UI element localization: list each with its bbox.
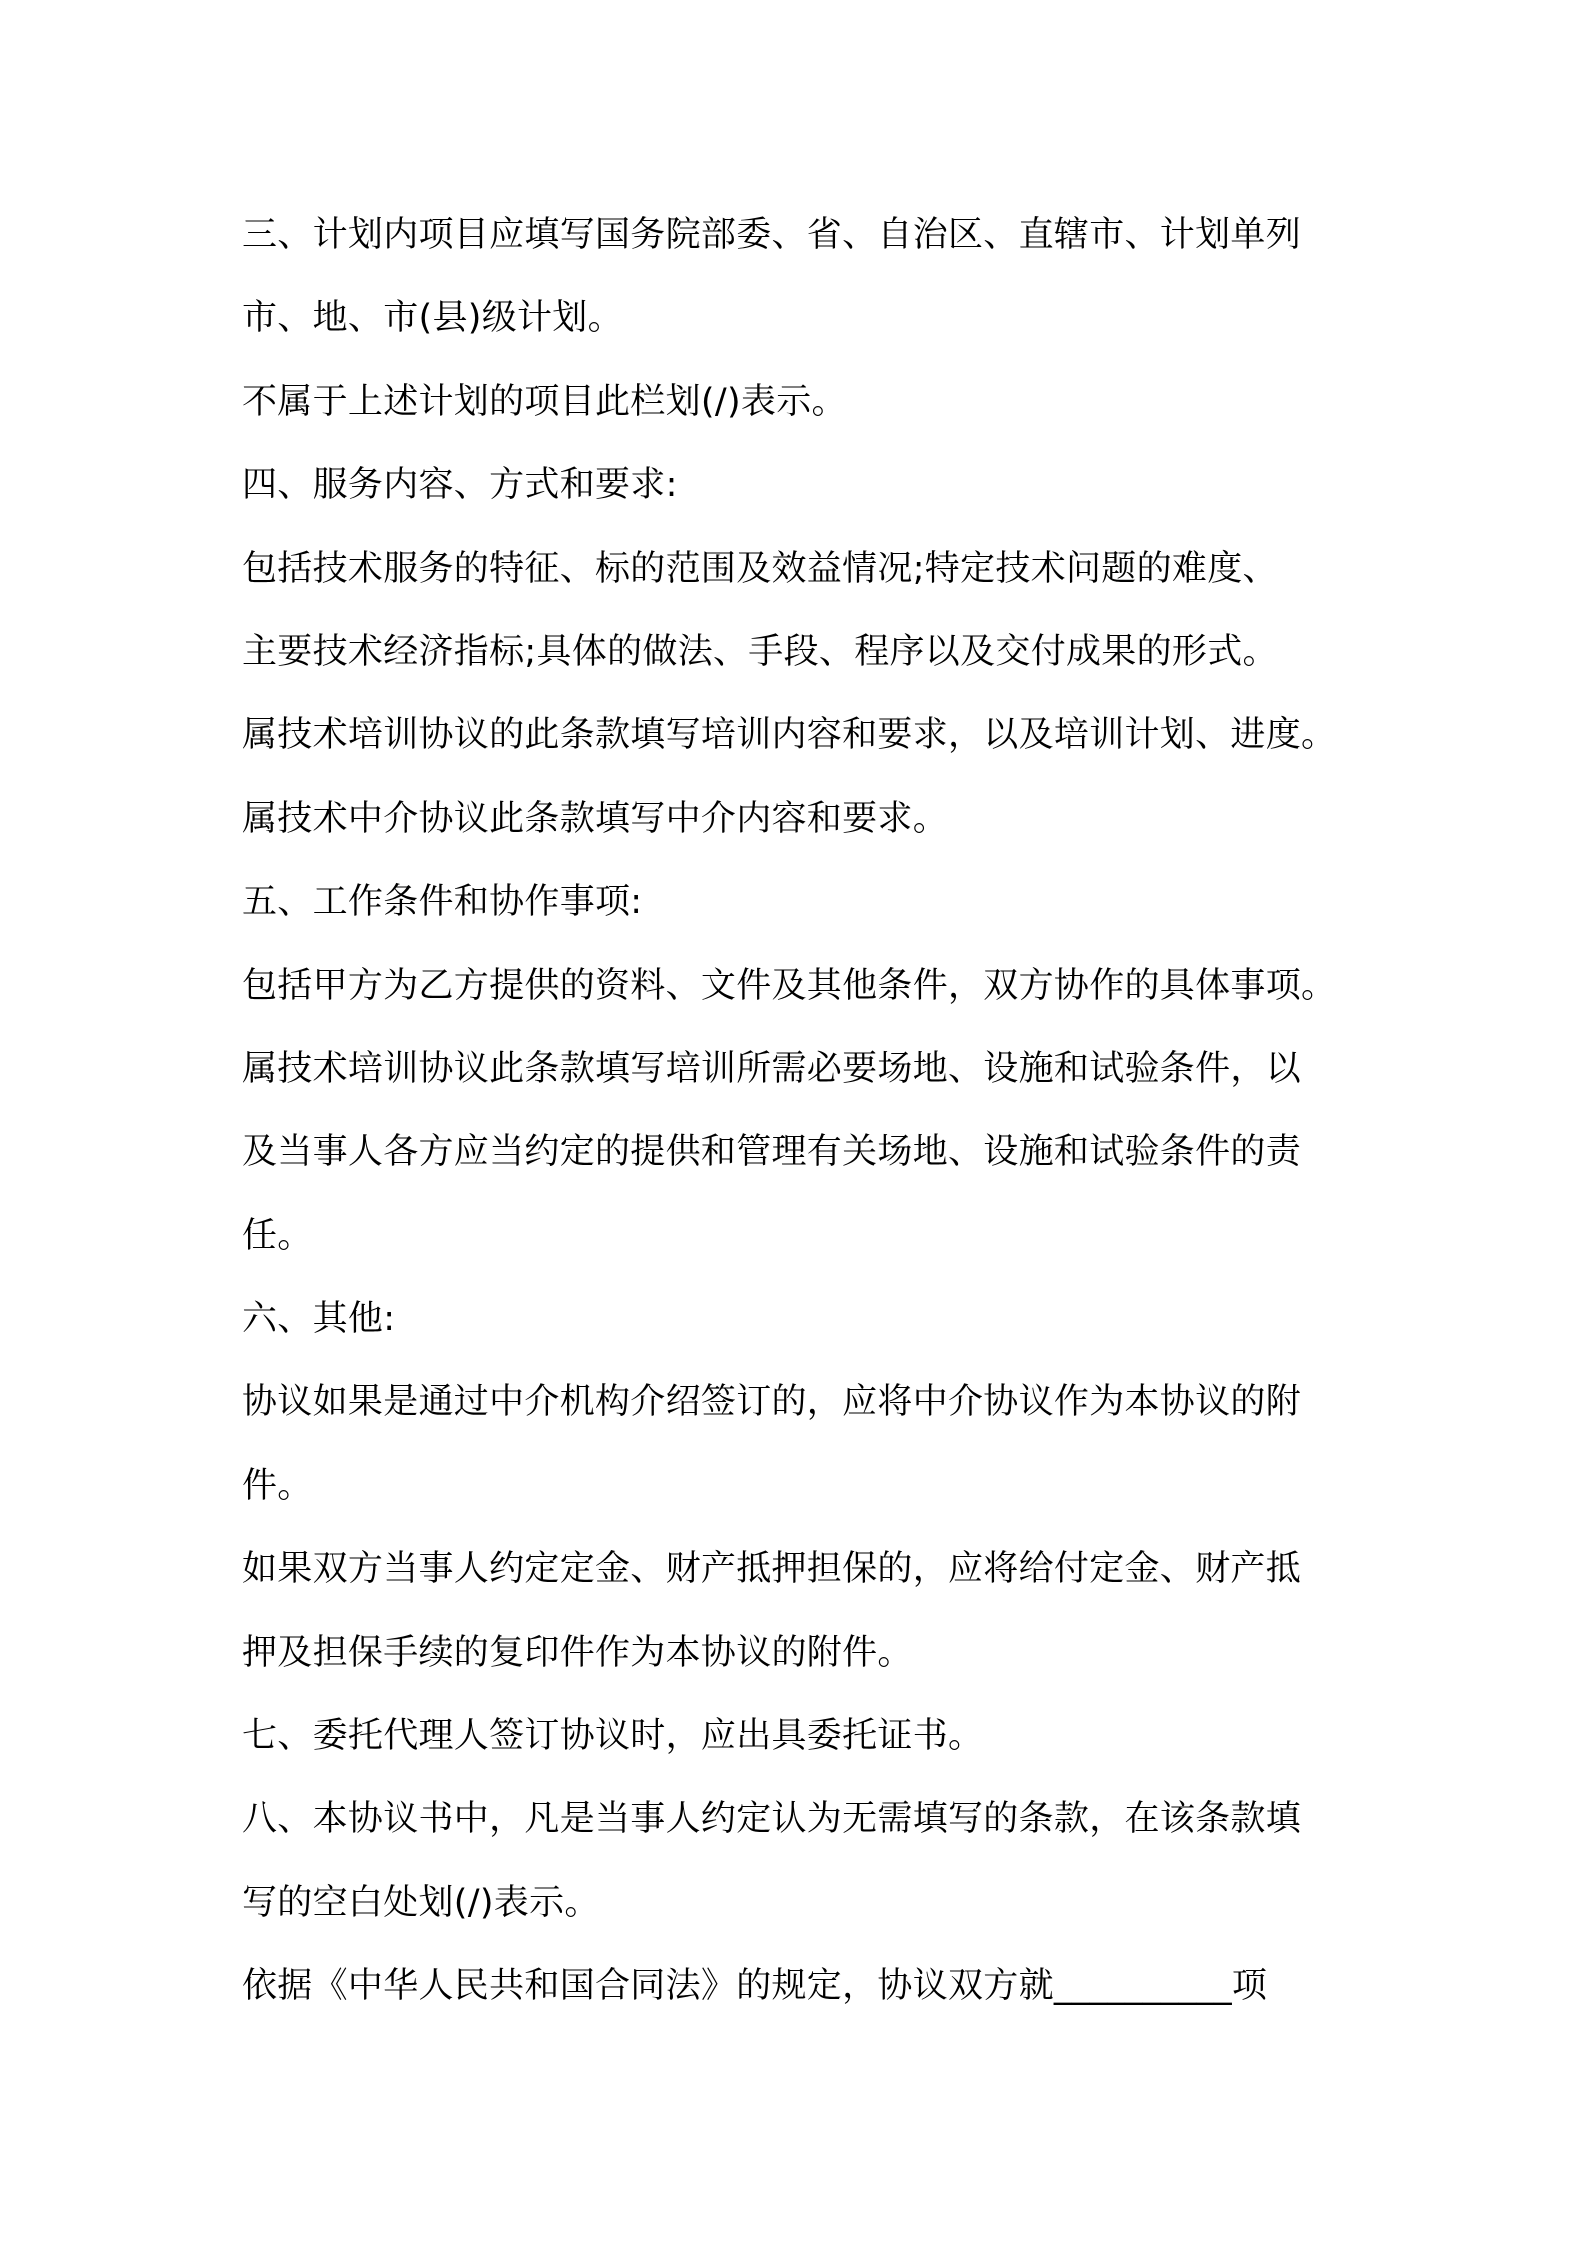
paragraph-line: 市、地、市(县)级计划。 bbox=[242, 298, 623, 339]
paragraph-line: 三、计划内项目应填写国务院部委、省、自治区、直辖市、计划单列 bbox=[242, 215, 1302, 255]
paragraph-line: 件。 bbox=[242, 1465, 313, 1506]
paragraph-line: 押及担保手续的复印件作为本协议的附件。 bbox=[242, 1632, 913, 1673]
section-heading: 四、服务内容、方式和要求: bbox=[242, 465, 678, 506]
section-heading: 八、本协议书中，凡是当事人约定认为无需填写的条款，在该条款填 bbox=[242, 1799, 1302, 1840]
paragraph-line: 依据《中华人民共和国合同法》的规定，协议双方就__________项 bbox=[242, 1966, 1268, 2007]
paragraph-line: 主要技术经济指标;具体的做法、手段、程序以及交付成果的形式。 bbox=[242, 631, 1278, 672]
paragraph-line: 如果双方当事人约定定金、财产抵押担保的，应将给付定金、财产抵 bbox=[242, 1549, 1302, 1590]
paragraph-line: 不属于上述计划的项目此栏划(/)表示。 bbox=[242, 381, 847, 422]
paragraph-line: 及当事人各方应当约定的提供和管理有关场地、设施和试验条件的责 bbox=[242, 1132, 1302, 1173]
paragraph-line: 包括技术服务的特征、标的范围及效益情况;特定技术问题的难度、 bbox=[242, 548, 1278, 589]
paragraph-line: 属技术培训协议此条款填写培训所需必要场地、设施和试验条件，以 bbox=[242, 1048, 1302, 1089]
section-heading: 六、其他: bbox=[242, 1299, 396, 1340]
paragraph-line: 属技术培训协议的此条款填写培训内容和要求，以及培训计划、进度。 bbox=[242, 715, 1337, 756]
paragraph-line: 写的空白处划(/)表示。 bbox=[242, 1882, 600, 1923]
paragraph-line: 协议如果是通过中介机构介绍签订的，应将中介协议作为本协议的附 bbox=[242, 1382, 1302, 1423]
paragraph-line: 任。 bbox=[242, 1215, 313, 1256]
paragraph-line: 包括甲方为乙方提供的资料、文件及其他条件，双方协作的具体事项。 bbox=[242, 965, 1337, 1006]
paragraph-line: 属技术中介协议此条款填写中介内容和要求。 bbox=[242, 798, 949, 839]
section-heading: 五、工作条件和协作事项: bbox=[242, 882, 643, 923]
document-body bbox=[242, 194, 1362, 2029]
section-heading: 七、委托代理人签订协议时，应出具委托证书。 bbox=[242, 1716, 984, 1757]
